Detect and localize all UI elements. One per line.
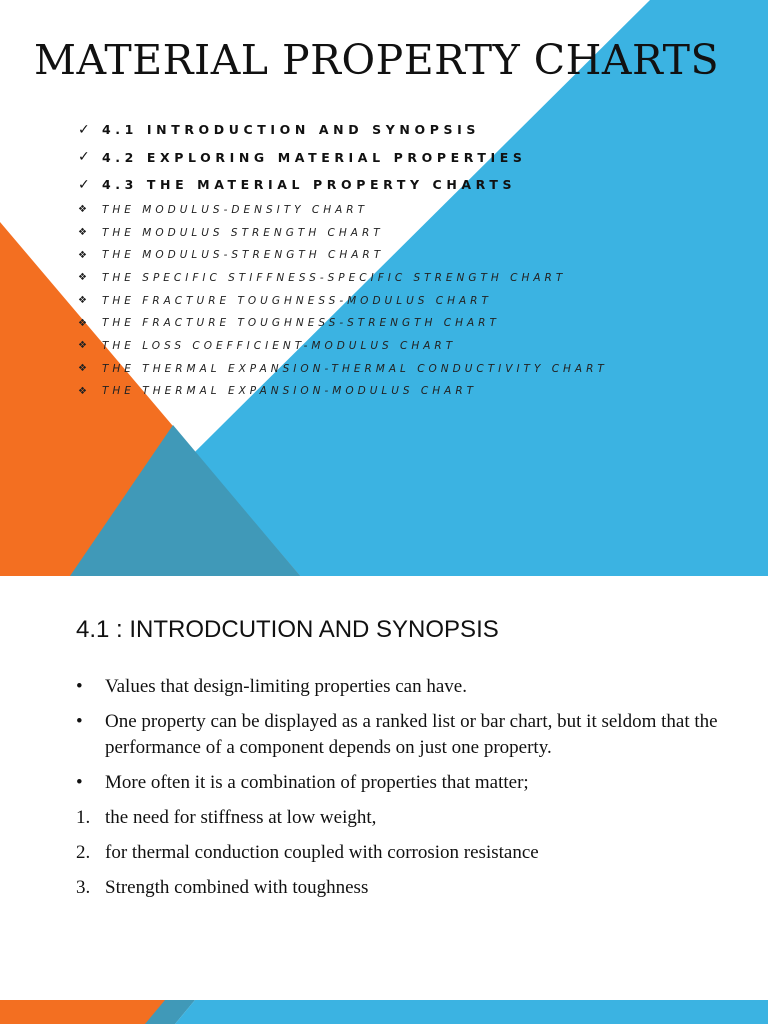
diamond-bullet-icon: ❖ [78, 295, 87, 307]
toc-sub-label: THE THERMAL EXPANSION-MODULUS CHART [102, 385, 478, 398]
number-marker: 2. [76, 842, 91, 863]
toc-sub-label: THE THERMAL EXPANSION-THERMAL CONDUCTIVITY CHART [102, 362, 608, 375]
list-item-text: the need for stiffness at low weight, [105, 807, 377, 828]
toc-sub-item [78, 221, 758, 244]
toc-sub-item [78, 267, 758, 290]
list-item [76, 840, 746, 866]
list-item-text: Values that design-limiting properties can have. [105, 676, 467, 697]
toc-sub-label: THE MODULUS-STRENGTH CHART [102, 249, 385, 262]
check-icon: ✓ [78, 176, 90, 193]
toc-main-item [78, 171, 758, 199]
toc-sub-item [78, 357, 758, 380]
toc-main-item [78, 144, 758, 172]
number-marker: 1. [76, 807, 91, 828]
toc-sub-item [78, 244, 758, 267]
toc-sub-item [78, 289, 758, 312]
toc-main-label: 4.2 EXPLORING MATERIAL PROPERTIES [102, 149, 527, 165]
list-item-text: One property can be displayed as a ranked list or bar chart, but it seldom that the performance of a component depends on just one property. [105, 711, 718, 758]
diamond-bullet-icon: ❖ [78, 363, 87, 375]
list-item [76, 805, 746, 831]
toc-main-label: 4.1 INTRODUCTION AND SYNOPSIS [102, 122, 480, 138]
table-of-contents [78, 116, 758, 403]
slide-heading: 4.1 : INTRODCUTION AND SYNOPSIS [76, 616, 499, 643]
list-item [76, 709, 746, 761]
bullet-marker: • [76, 772, 83, 793]
check-icon: ✓ [78, 121, 90, 138]
list-item-text: Strength combined with toughness [105, 877, 369, 898]
list-item-text: for thermal conduction coupled with corrosion resistance [105, 842, 539, 863]
toc-sub-label: THE SPECIFIC STIFFNESS-SPECIFIC STRENGTH CHART [102, 271, 567, 284]
toc-main-label: 4.3 THE MATERIAL PROPERTY CHARTS [102, 177, 517, 193]
diamond-bullet-icon: ❖ [78, 340, 87, 352]
toc-main-item [78, 116, 758, 144]
diamond-bullet-icon: ❖ [78, 227, 87, 239]
content-list [76, 674, 746, 910]
toc-sub-item [78, 312, 758, 335]
toc-sub-label: THE FRACTURE TOUGHNESS-MODULUS CHART [102, 294, 492, 307]
diamond-bullet-icon: ❖ [78, 204, 87, 216]
diamond-bullet-icon: ❖ [78, 249, 87, 261]
blue-strip [175, 1000, 768, 1024]
list-item-text: More often it is a combination of properties that matter; [105, 772, 529, 793]
toc-sub-item [78, 380, 758, 403]
list-item [76, 770, 746, 796]
bullet-marker: • [76, 676, 83, 697]
slide-title: MATERIAL PROPERTY CHARTS [34, 36, 720, 84]
check-icon: ✓ [78, 149, 90, 166]
diamond-bullet-icon: ❖ [78, 385, 87, 397]
toc-sub-label: THE LOSS COEFFICIENT-MODULUS CHART [102, 339, 457, 352]
intro-slide [0, 576, 768, 1024]
list-item [76, 674, 746, 700]
list-item [76, 875, 746, 901]
diamond-bullet-icon: ❖ [78, 317, 87, 329]
toc-sub-label: THE MODULUS STRENGTH CHART [102, 226, 384, 239]
slide-bottom-strip [0, 1000, 768, 1024]
diamond-bullet-icon: ❖ [78, 272, 87, 284]
toc-sub-item [78, 335, 758, 358]
toc-sub-label: THE FRACTURE TOUGHNESS-STRENGTH CHART [102, 317, 500, 330]
toc-sub-label: THE MODULUS-DENSITY CHART [102, 203, 368, 216]
toc-sub-item [78, 199, 758, 222]
bullet-marker: • [76, 711, 83, 732]
number-marker: 3. [76, 877, 91, 898]
